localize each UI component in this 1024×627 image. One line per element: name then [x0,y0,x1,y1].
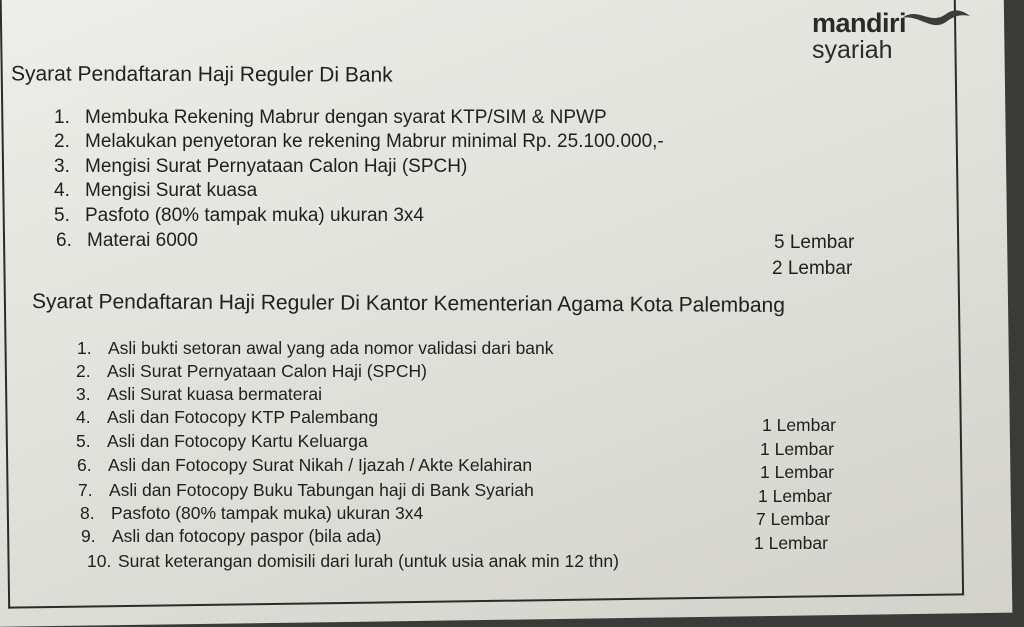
item-number: 4. [76,407,91,427]
logo-line2: syariah [812,36,893,64]
mandiri-swoosh-logo-mark [900,4,972,34]
item-number: 7. [78,480,93,500]
item-number: 3. [76,384,91,404]
list-item [54,131,664,153]
list-item [78,480,534,501]
list-item [81,526,381,547]
quantity-label: 5 Lembar [774,232,855,253]
quantity-label: 1 Lembar [760,462,834,482]
item-text: Surat keterangan domisili dari lurah (untuk usia anak min 12 thn) [118,551,619,571]
section2-title: Syarat Pendaftaran Haji Reguler Di Kantor Kementerian Agama Kota Palembang [31,290,785,317]
quantity-label: 1 Lembar [762,415,836,435]
item-text: Pasfoto (80% tampak muka) ukuran 3x4 [111,503,424,523]
list-item [76,407,378,428]
mandiri-syariah-logo [812,8,906,62]
item-text: Membuka Rekening Mabrur dengan syarat KTP/SIM & NPWP [85,107,607,128]
item-number: 4. [54,180,70,201]
quantity-label: 1 Lembar [760,439,834,459]
item-text: Asli Surat kuasa bermaterai [107,384,322,404]
quantity-label: 1 Lembar [758,486,832,506]
item-number: 1. [54,107,70,128]
item-text: Asli Surat Pernyataan Calon Haji (SPCH) [107,361,427,381]
item-number: 5. [76,431,91,451]
logo-line1: mandiri [812,8,907,38]
list-item [54,107,607,129]
quantity-label: 2 Lembar [772,258,853,279]
list-item [54,180,257,202]
list-item [80,503,423,524]
item-text: Asli dan Fotocopy Buku Tabungan haji di Bank Syariah [109,480,534,500]
item-number: 1. [77,338,92,358]
list-item [56,230,198,252]
item-number: 5. [54,205,70,226]
list-item [54,205,424,227]
list-item [87,551,619,572]
item-text: Mengisi Surat kuasa [85,180,258,201]
item-text: Asli bukti setoran awal yang ada nomor validasi dari bank [108,338,554,358]
item-text: Pasfoto (80% tampak muka) ukuran 3x4 [85,205,425,226]
item-text: Asli dan Fotocopy Surat Nikah / Ijazah / Akte Kelahiran [108,455,533,475]
list-item [77,338,554,359]
item-number: 6. [77,455,92,475]
list-item [76,431,368,452]
item-text: Mengisi Surat Pernyataan Calon Haji (SPCH) [85,156,468,177]
item-text: Asli dan Fotocopy Kartu Keluarga [107,431,368,451]
section1-title: Syarat Pendaftaran Haji Reguler Di Bank [10,62,393,87]
list-item [76,384,322,405]
item-number: 10. [87,551,112,571]
item-number: 8. [80,503,95,523]
list-item [54,156,467,178]
item-number: 9. [81,526,96,546]
list-item [76,361,427,382]
item-number: 6. [56,230,72,251]
list-item [77,455,532,476]
item-text: Melakukan penyetoran ke rekening Mabrur minimal Rp. 25.100.000,- [85,131,664,152]
item-text: Asli dan fotocopy paspor (bila ada) [112,526,382,546]
item-text: Asli dan Fotocopy KTP Palembang [107,407,379,427]
item-number: 2. [76,361,91,381]
item-text: Materai 6000 [87,230,198,251]
quantity-label: 1 Lembar [754,533,828,553]
quantity-label: 7 Lembar [756,509,830,529]
item-number: 3. [54,156,70,177]
item-number: 2. [54,131,70,152]
